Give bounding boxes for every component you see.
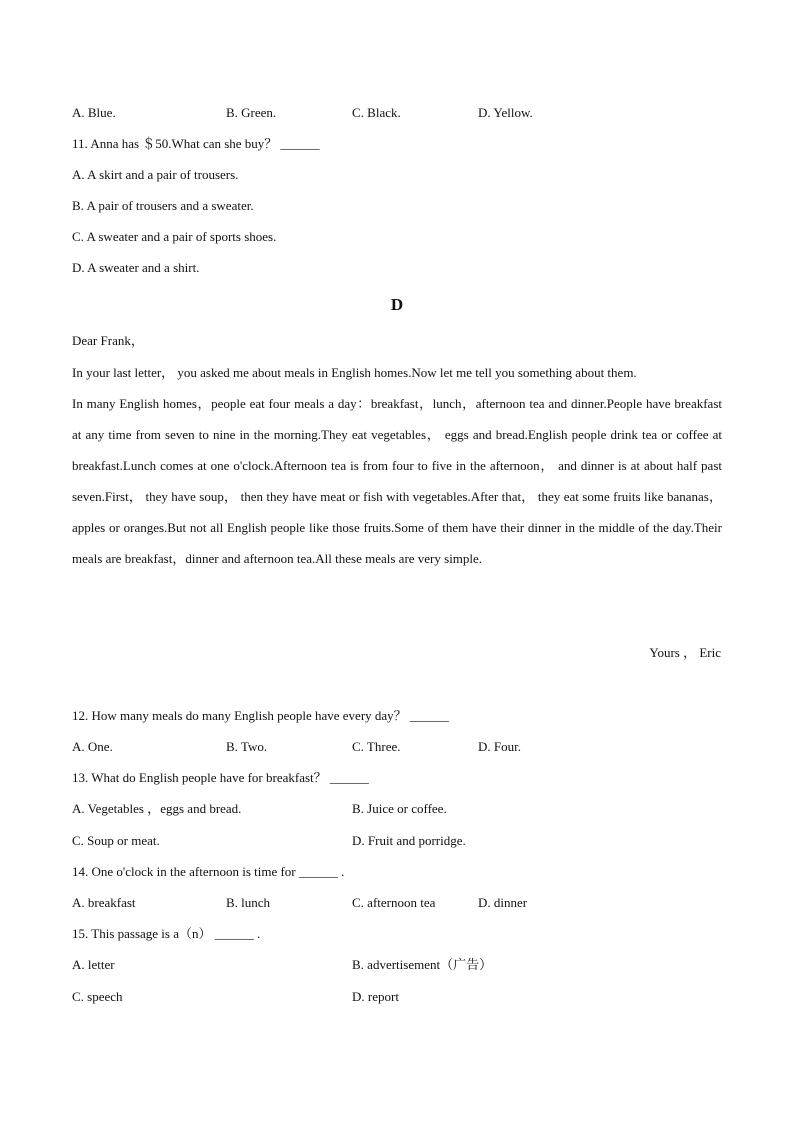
- q10-option-c: C. Black.: [352, 105, 401, 120]
- q11-option-c: C. A sweater and a pair of sports shoes.: [72, 229, 277, 244]
- q13-option-c: C. Soup or meat.: [72, 833, 160, 848]
- q12-option-b: B. Two.: [226, 739, 268, 754]
- q11-option-d: D. A sweater and a shirt.: [72, 260, 200, 275]
- letter-greeting: Dear Frank，: [72, 333, 144, 348]
- q11-option-a: A. A skirt and a pair of trousers.: [72, 167, 239, 182]
- q11-option-b: B. A pair of trousers and a sweater.: [72, 198, 254, 213]
- letter-paragraph-1: In your last letter， you asked me about meals in English homes.Now let me tell you something about them.: [72, 365, 637, 380]
- q15-option-d: D. report: [352, 989, 399, 1004]
- q13-option-d: D. Fruit and porridge.: [352, 833, 466, 848]
- section-title: D: [390, 295, 404, 314]
- q14-option-d: D. dinner: [478, 895, 528, 910]
- q14-question: 14. One o'clock in the afternoon is time for ______ .: [72, 864, 345, 879]
- q14-option-c: C. afternoon tea: [352, 895, 436, 910]
- q10-option-b: B. Green.: [226, 105, 277, 120]
- letter-paragraph-2: In many English homes，people eat four meals a day：breakfast，lunch，afternoon tea and dinner.People have breakfast at any time from seven to nine in the morning.They eat vegetables， eggs and bread.English people drink tea or coffee at breakfast.Lunch comes at one o'clock.Afternoon tea is from four to five in the afternoon， and dinner is at about half past seven.First， they have soup， then they have meat or fish with vegetables.After that， they eat some fruits like bananas， apples or oranges.But not all English people like those fruits.Some of them have their dinner in the middle of the day.Their meals are breakfast，dinner and afternoon tea.All these meals are very simple.: [72, 396, 722, 566]
- q12-question: 12. How many meals do many English people have every day？ ______: [72, 708, 449, 723]
- q15-option-b: B. advertisement（广告）: [352, 957, 493, 972]
- q13-question: 13. What do English people have for breakfast？ ______: [72, 770, 369, 785]
- letter-signoff: Yours ， Eric: [649, 645, 721, 660]
- q10-option-d: D. Yellow.: [478, 105, 533, 120]
- q13-option-a: A. Vegetables ，eggs and bread.: [72, 801, 242, 816]
- q15-question: 15. This passage is a（n） ______ .: [72, 926, 261, 941]
- q13-option-b: B. Juice or coffee.: [352, 801, 447, 816]
- q10-option-a: A. Blue.: [72, 105, 116, 120]
- q12-option-d: D. Four.: [478, 739, 521, 754]
- q12-option-a: A. One.: [72, 739, 113, 754]
- q12-option-c: C. Three.: [352, 739, 401, 754]
- q14-option-a: A. breakfast: [72, 895, 136, 910]
- q15-option-a: A. letter: [72, 957, 115, 972]
- q11-question: 11. Anna has ＄50.What can she buy？ ______: [72, 136, 320, 151]
- q14-option-b: B. lunch: [226, 895, 271, 910]
- q15-option-c: C. speech: [72, 989, 123, 1004]
